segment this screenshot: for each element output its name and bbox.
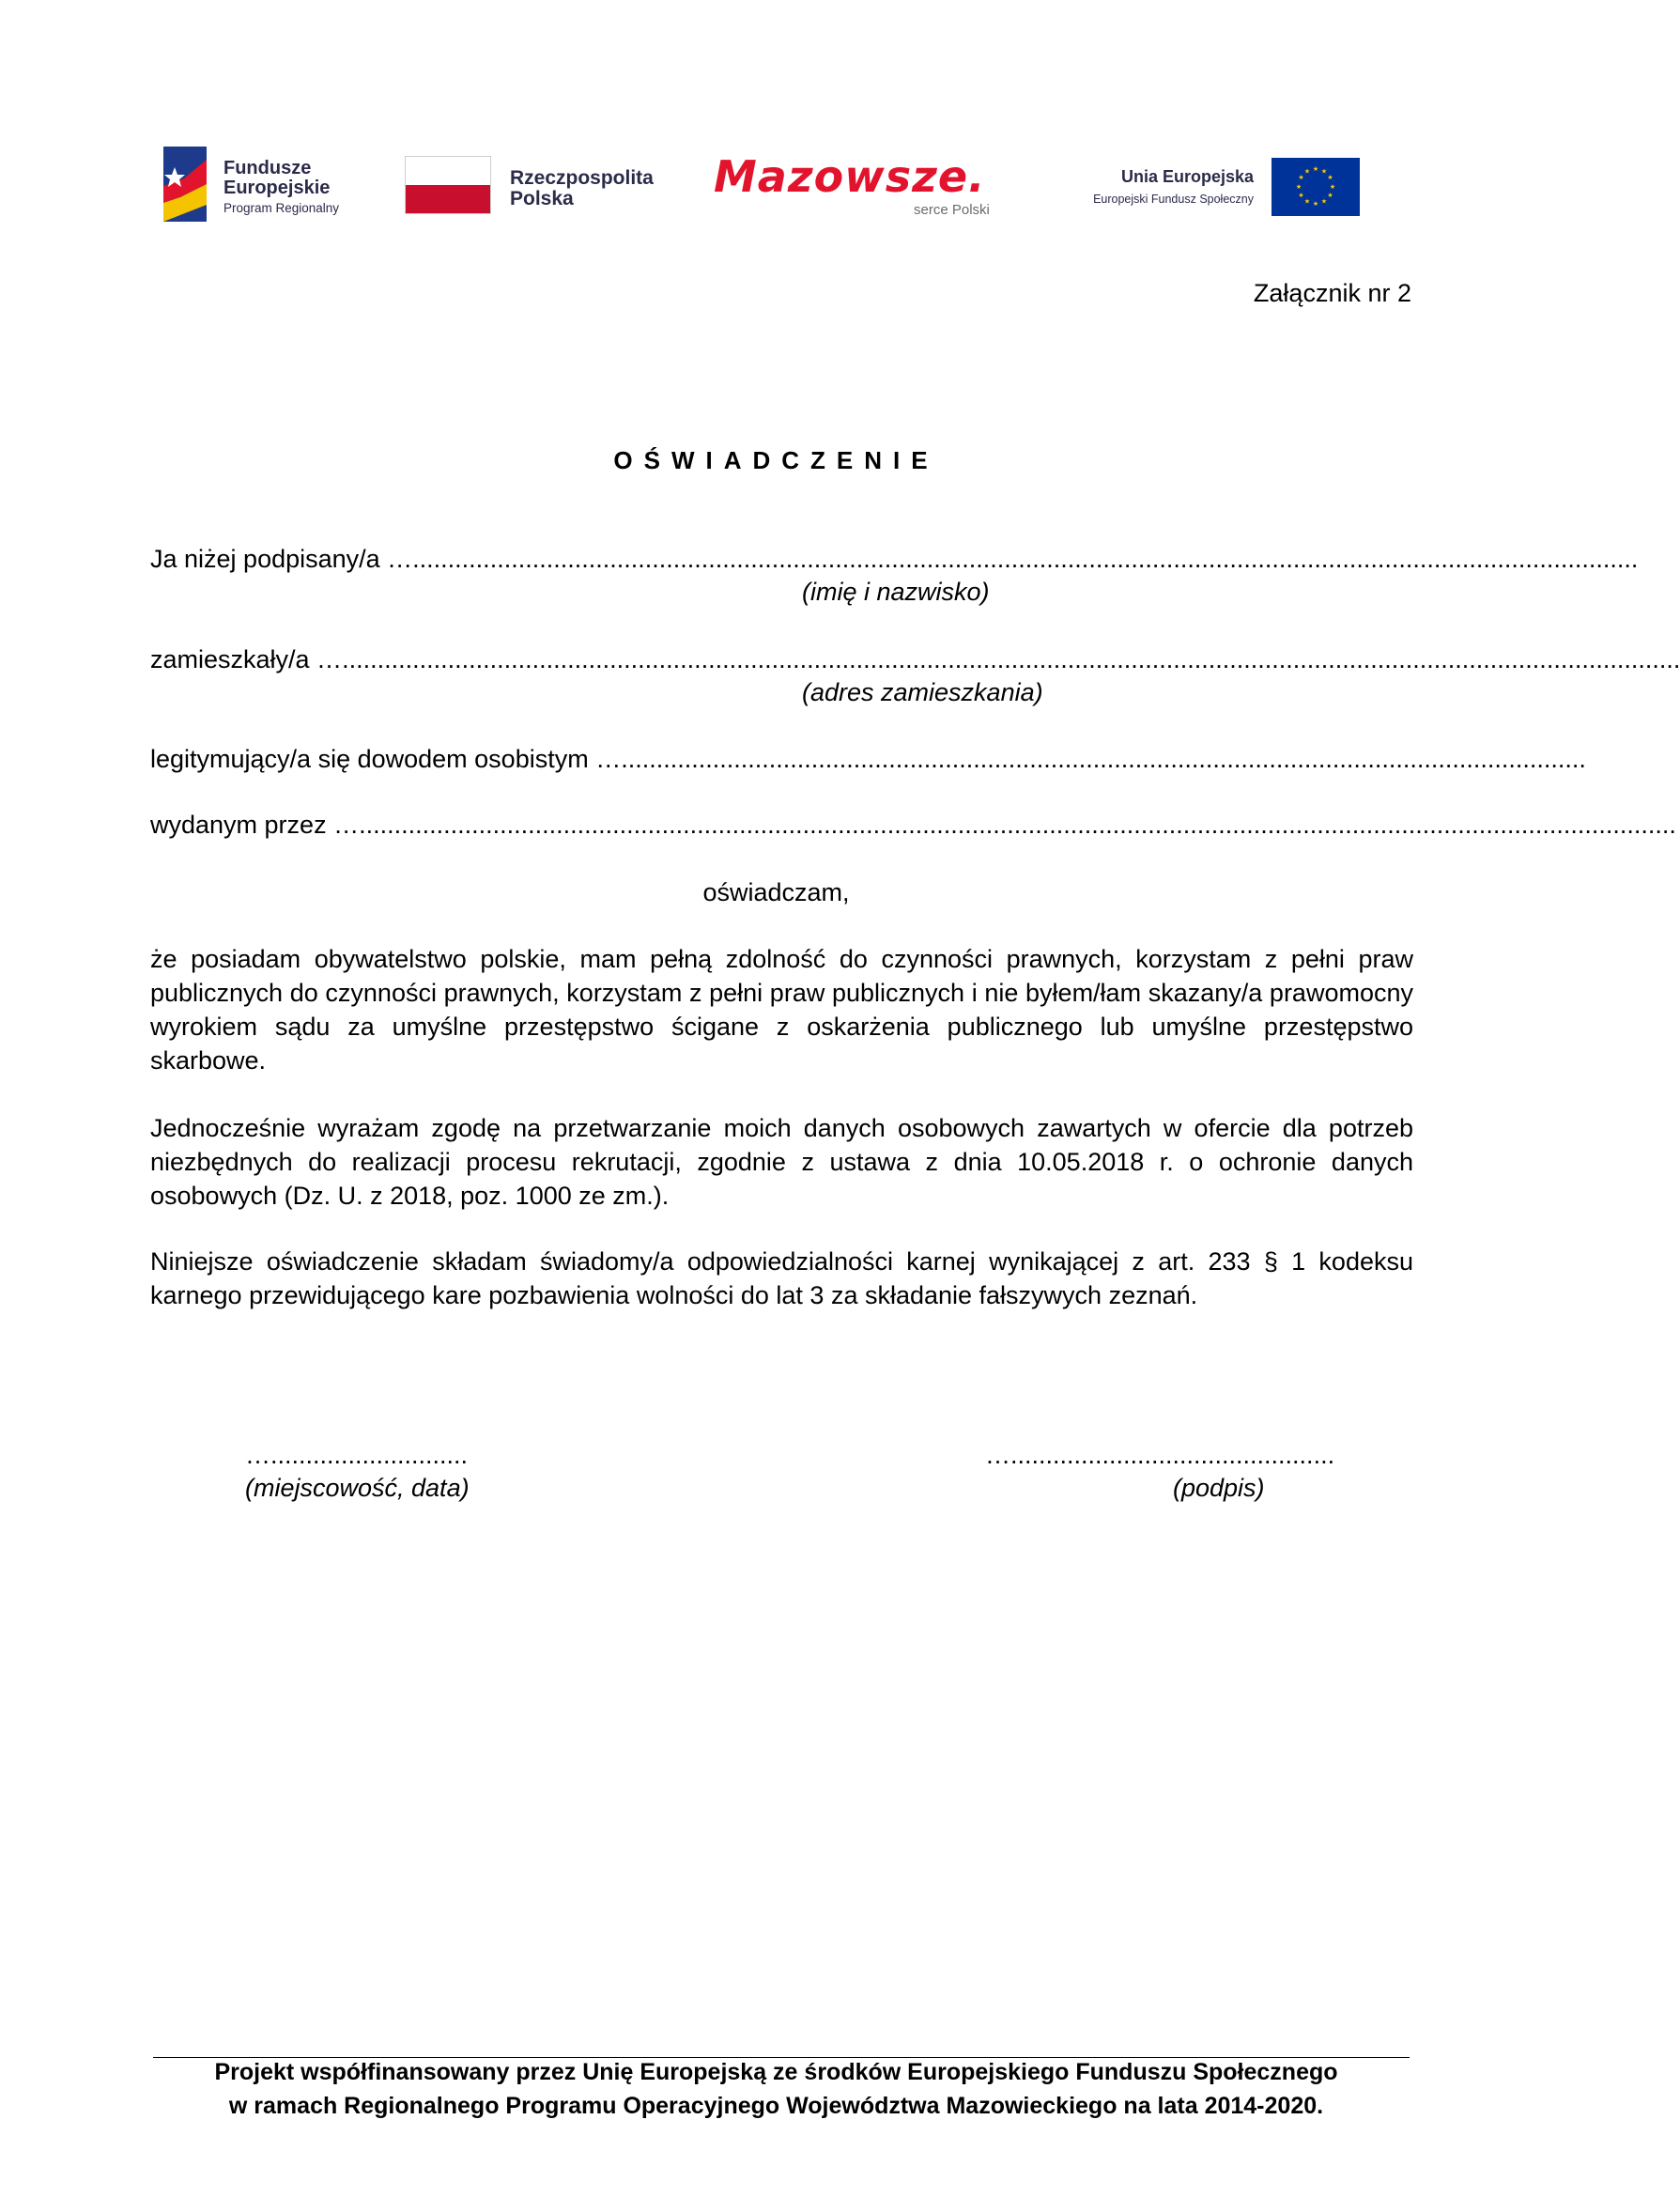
unia-line1: Unia Europejska xyxy=(1120,167,1254,186)
fundusze-europejskie-emblem-icon xyxy=(163,147,207,222)
signature-caption: (podpis) xyxy=(1173,1474,1265,1502)
svg-text:★: ★ xyxy=(1329,183,1336,191)
place-date-dots: …............................ xyxy=(245,1441,469,1469)
annex-label: Załącznik nr 2 xyxy=(1253,279,1411,307)
svg-text:★: ★ xyxy=(1327,192,1333,199)
declaration-word: oświadczam, xyxy=(702,878,850,906)
field-name xyxy=(150,545,1639,574)
field-name-caption: (imię i nazwisko) xyxy=(802,578,990,606)
field-address-caption: (adres zamieszkania) xyxy=(802,678,1043,706)
paragraph-data-consent: Jednocześnie wyrażam zgodę na przetwarzanie moich danych osobowych zawartych w ofercie dla potrzeb niezbędnych do realizacji procesu rekrutacji, zgodnie z ustawa z dnia 10.05.2018 r. o ochronie danych osobowych (Dz. U. z 2018, poz. 1000 ze zm.). xyxy=(150,1114,1413,1210)
fundusze-europejskie-logo xyxy=(163,143,370,225)
footer-line1: Projekt współfinansowany przez Unię Europejską ze środków Europejskiego Funduszu Społecznego xyxy=(214,2059,1338,2085)
field-id-card-dots: ......................................................................................................................................... xyxy=(621,745,1586,773)
field-issued-by xyxy=(150,811,1676,840)
svg-text:★: ★ xyxy=(1327,174,1333,181)
rzeczpospolita-line1: Rzeczpospolita xyxy=(510,167,654,189)
svg-text:★: ★ xyxy=(1295,183,1302,191)
paragraph-liability: Niniejsze oświadczenie składam świadomy/a odpowiedzialności karnej wynikającej z art. 233 § 1 kodeksu karnego przewidującego kare pozbawienia wolności do lat 3 za składanie fałszywych zeznań. xyxy=(150,1247,1413,1309)
mazowsze-wordmark: Mazowsze. xyxy=(714,151,986,202)
fundusze-line1: Fundusze xyxy=(223,158,312,178)
field-issued-by-label: wydanym przez … xyxy=(150,811,360,839)
unia-europejska-logo xyxy=(1069,158,1360,218)
svg-text:★: ★ xyxy=(1320,167,1328,176)
place-date-caption: (miejscowość, data) xyxy=(245,1474,470,1502)
mazowsze-logo xyxy=(714,150,1024,225)
document-title: OŚWIADCZENIE xyxy=(613,446,939,474)
svg-text:★: ★ xyxy=(1320,197,1328,206)
svg-text:★: ★ xyxy=(1312,165,1319,173)
mazowsze-tagline: serce Polski xyxy=(914,202,990,218)
field-name-label: Ja niżej podpisany/a … xyxy=(150,545,413,573)
logo-bar xyxy=(0,0,1552,244)
polish-flag-icon xyxy=(405,156,491,214)
paragraph-citizenship: że posiadam obywatelstwo polskie, mam pełną zdolność do czynności prawnych, korzystam z pełni praw publicznych do czynności prawnych, korzystam z pełni praw publicznych i nie byłem/łam skazany/a prawomocny wyrokiem sądu za umyślne przestępstwo ścigane z oskarżenia publicznego lub umyślne przestępstwo skarbowe. xyxy=(150,945,1413,1075)
footer xyxy=(0,2055,1552,2123)
rzeczpospolita-line2: Polska xyxy=(510,188,574,209)
footer-line2: w ramach Regionalnego Programu Operacyjnego Województwa Mazowieckiego na lata 2014-2020. xyxy=(228,2093,1324,2119)
field-id-card xyxy=(150,745,1586,774)
field-address xyxy=(150,645,1680,674)
fundusze-line3: Program Regionalny xyxy=(223,201,340,215)
svg-text:★: ★ xyxy=(1303,197,1311,206)
field-id-card-label: legitymujący/a się dowodem osobistym … xyxy=(150,745,622,773)
svg-text:★: ★ xyxy=(1298,192,1304,199)
svg-text:★: ★ xyxy=(1312,200,1319,208)
signature-dots: ….............................................. xyxy=(985,1441,1335,1469)
unia-line2: Europejski Fundusz Społeczny xyxy=(1093,193,1254,206)
fundusze-line2: Europejskie xyxy=(223,178,331,198)
field-address-dots: .............................................................................................................................................................................................. xyxy=(342,645,1680,673)
field-name-dots: .............................................................................................................................................................................. xyxy=(412,545,1639,573)
field-address-label: zamieszkały/a … xyxy=(150,645,343,673)
rzeczpospolita-logo xyxy=(405,156,677,222)
svg-text:★: ★ xyxy=(1303,167,1311,176)
svg-text:★: ★ xyxy=(1298,174,1304,181)
eu-flag-icon xyxy=(1272,158,1360,216)
field-issued-by-dots: ........................................................................................................................................................................................... xyxy=(359,811,1676,839)
